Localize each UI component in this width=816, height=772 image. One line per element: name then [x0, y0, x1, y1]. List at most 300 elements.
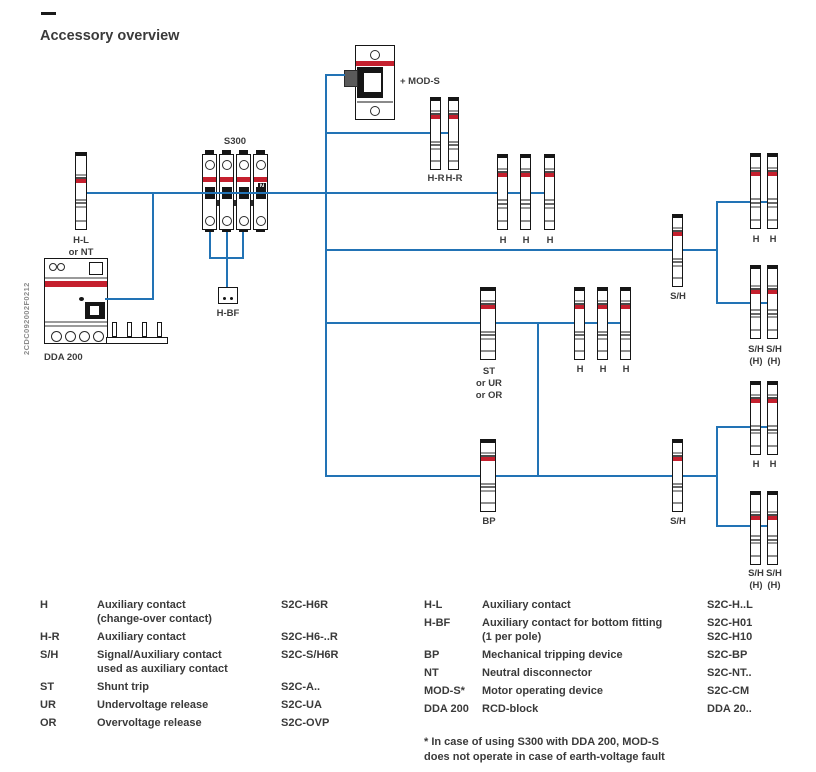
- device-stripe: [673, 258, 682, 260]
- device-stripe: [481, 452, 495, 454]
- device-stripe: [449, 98, 458, 101]
- terminal-hole-icon: [65, 331, 76, 342]
- device-stripe: [76, 179, 86, 183]
- device-stripe: [768, 445, 777, 447]
- device-s-h-h: [750, 265, 761, 339]
- device-label: [623, 364, 630, 376]
- terminal-dot-icon: [223, 297, 226, 300]
- hole-icon: [222, 160, 232, 170]
- code-line: S2C-OVP: [281, 717, 330, 729]
- connector-line: [327, 475, 718, 477]
- label-line: S/H: [748, 344, 764, 355]
- device-stripe: [751, 535, 760, 537]
- device-stripe: [768, 399, 777, 403]
- device-label: [753, 234, 760, 246]
- label-line: H-L: [73, 235, 89, 246]
- connector-line: [226, 259, 228, 287]
- stripe: [45, 325, 107, 327]
- desc-line: Auxiliary contact: [97, 631, 186, 643]
- device-stripe: [431, 144, 440, 146]
- terminal-hole-icon: [93, 331, 104, 342]
- s300-breaker: [202, 150, 268, 232]
- device-stripe: [751, 219, 760, 221]
- device-label: [670, 291, 686, 303]
- device-stripe: [751, 202, 760, 204]
- device-stripe: [751, 492, 760, 495]
- device-stripe: [768, 266, 777, 269]
- mod-s-device: [355, 45, 395, 120]
- device-h: [520, 154, 531, 230]
- legend-code: [281, 598, 338, 626]
- device-s-h-h: [767, 491, 778, 565]
- label-line: H-BF: [216, 308, 240, 319]
- device-stripe: [621, 331, 630, 333]
- legend-desc: [97, 648, 281, 676]
- device-stripe: [449, 160, 458, 162]
- device-stripe: [621, 338, 630, 340]
- device-label: [748, 344, 764, 368]
- device-label: [69, 235, 94, 259]
- device-stripe: [768, 202, 777, 204]
- label-line: H: [599, 364, 607, 375]
- screw-hole-icon: [370, 50, 380, 60]
- device-stripe: [431, 115, 440, 119]
- label-line: H-R: [445, 173, 463, 184]
- device-stripe: [481, 490, 495, 492]
- device-h-r: [448, 97, 459, 170]
- footnote-line: does not operate in case of earth-voltage fault: [424, 751, 665, 763]
- device-stripe: [768, 539, 777, 541]
- device-stripe: [481, 300, 495, 302]
- device-stripe: [481, 440, 495, 443]
- device-h: [767, 153, 778, 229]
- code-line: S2C-NT..: [707, 667, 752, 679]
- legend-term: OR: [40, 717, 57, 729]
- terminal-dot-icon: [230, 297, 233, 300]
- device-stripe: [431, 141, 440, 143]
- desc-line: (change-over contact): [97, 613, 212, 625]
- legend-desc: [97, 716, 281, 730]
- code-line: S2C-UA: [281, 699, 322, 711]
- device-stripe: [768, 535, 777, 537]
- hole-icon: [49, 263, 57, 271]
- label-line: H: [752, 234, 760, 245]
- label-line: BP: [482, 516, 496, 527]
- label-line: H: [769, 234, 777, 245]
- device-stripe: [751, 394, 760, 396]
- device-h: [544, 154, 555, 230]
- connector-line: [209, 232, 211, 259]
- device-stripe: [751, 429, 760, 431]
- device-stripe: [498, 199, 507, 201]
- legend-right: [424, 598, 753, 716]
- device-h: [750, 381, 761, 455]
- device-stripe: [751, 309, 760, 311]
- mod-s-red-band: [356, 61, 394, 66]
- legend-desc: [482, 616, 707, 644]
- device-stripe: [673, 483, 682, 485]
- device-stripe: [545, 168, 554, 170]
- device-stripe: [621, 288, 630, 291]
- device-stripe: [449, 115, 458, 119]
- legend-desc: [97, 630, 281, 644]
- device-stripe: [598, 300, 607, 302]
- device-stripe: [545, 203, 554, 205]
- device-stripe: [431, 110, 440, 112]
- connector-line: [152, 192, 154, 300]
- busbar-pin: [127, 322, 132, 337]
- device-stripe: [768, 394, 777, 396]
- label-line: or OR: [475, 390, 503, 401]
- desc-line: Auxiliary contact for bottom fitting: [482, 617, 663, 629]
- device-bp: [480, 439, 496, 512]
- device-stripe: [751, 285, 760, 287]
- dda-200-body: [44, 258, 108, 344]
- legend-desc: [482, 598, 707, 612]
- device-stripe: [545, 173, 554, 177]
- device-stripe: [575, 338, 584, 340]
- device-stripe: [768, 219, 777, 221]
- device-stripe: [768, 425, 777, 427]
- code-line: DDA 20..: [707, 703, 752, 715]
- device-label: [44, 352, 83, 364]
- device-stripe: [751, 316, 760, 318]
- connector-line: [325, 74, 327, 477]
- device-stripe: [751, 167, 760, 169]
- device-stripe: [768, 432, 777, 434]
- hole-icon: [256, 160, 266, 170]
- page-title: Accessory overview: [40, 28, 180, 44]
- legend-term: H: [40, 599, 48, 611]
- legend-term: NT: [424, 667, 439, 679]
- legend-code: [281, 698, 338, 712]
- device-stripe: [598, 350, 607, 352]
- device-stripe: [545, 220, 554, 222]
- device-s-h: [672, 439, 683, 512]
- s300-red-band: [220, 177, 233, 182]
- mod-s-notch: [357, 101, 393, 103]
- device-stripe: [575, 350, 584, 352]
- label-line: (H): [749, 356, 763, 367]
- desc-line: Mechanical tripping device: [482, 649, 623, 661]
- device-label: [748, 568, 764, 592]
- legend-desc: [482, 666, 707, 680]
- device-stripe: [575, 334, 584, 336]
- legend-code: [707, 598, 753, 612]
- device-stripe: [751, 511, 760, 513]
- device-label: [482, 516, 495, 528]
- device-stripe: [481, 334, 495, 336]
- hole-icon: [222, 216, 232, 226]
- legend-term: MOD-S*: [424, 685, 465, 697]
- device-label: [428, 173, 445, 185]
- device-stripe: [431, 148, 440, 150]
- legend-term: S/H: [40, 649, 59, 661]
- device-s-h: [672, 214, 683, 287]
- legend-desc: [482, 684, 707, 698]
- device-stripe: [598, 334, 607, 336]
- device-stripe: [498, 207, 507, 209]
- device-stripe: [673, 227, 682, 229]
- device-stripe: [521, 155, 530, 158]
- device-s-h-h: [750, 491, 761, 565]
- connector-line: [327, 74, 345, 76]
- device-stripe: [751, 172, 760, 176]
- device-stripe: [751, 198, 760, 200]
- s300-red-band: [237, 177, 250, 182]
- device-h: [597, 287, 608, 360]
- legend-term: ST: [40, 681, 55, 693]
- connector-line: [716, 426, 718, 527]
- label-line: H: [622, 364, 630, 375]
- device-stripe: [768, 198, 777, 200]
- label-line: (H): [749, 580, 763, 591]
- terminal-hole-icon: [51, 331, 62, 342]
- mod-s-motor-block: [357, 67, 383, 98]
- legend-code: [707, 648, 753, 662]
- label-line: S300: [223, 136, 247, 147]
- device-stripe: [751, 432, 760, 434]
- device-label: [600, 364, 607, 376]
- device-stripe: [751, 425, 760, 427]
- busbar-pin: [157, 322, 162, 337]
- device-stripe: [575, 288, 584, 291]
- device-stripe: [768, 206, 777, 208]
- device-stripe: [751, 542, 760, 544]
- device-stripe: [598, 338, 607, 340]
- device-stripe: [521, 207, 530, 209]
- hole-icon: [205, 160, 215, 170]
- device-label: [766, 344, 782, 368]
- device-label: [500, 235, 507, 247]
- device-stripe: [481, 502, 495, 504]
- desc-line: Neutral disconnector: [482, 667, 593, 679]
- label-line: H: [522, 235, 530, 246]
- device-stripe: [673, 265, 682, 267]
- connector-line: [537, 322, 539, 477]
- label-line: H-R: [427, 173, 445, 184]
- device-stripe: [768, 429, 777, 431]
- device-stripe: [751, 539, 760, 541]
- code-line: S2C-H6-..R: [281, 631, 338, 643]
- device-h: [620, 287, 631, 360]
- device-stripe: [598, 305, 607, 309]
- device-label: [770, 234, 777, 246]
- device-stripe: [481, 457, 495, 461]
- desc-line: Auxiliary contact: [482, 599, 571, 611]
- device-s-h-h: [767, 265, 778, 339]
- device-stripe: [673, 452, 682, 454]
- label-line: H: [752, 459, 760, 470]
- device-stripe: [498, 168, 507, 170]
- device-stripe: [521, 168, 530, 170]
- label-line: (H): [767, 580, 781, 591]
- legend-term: H-R: [40, 631, 60, 643]
- label-line: H: [499, 235, 507, 246]
- device-stripe: [521, 199, 530, 201]
- dda-window: [89, 262, 103, 275]
- device-stripe: [621, 300, 630, 302]
- label-line: S/H: [670, 291, 686, 302]
- hole-icon: [256, 216, 266, 226]
- device-stripe: [449, 148, 458, 150]
- device-stripe: [768, 167, 777, 169]
- device-label: [476, 366, 502, 402]
- connector-line: [226, 232, 228, 259]
- device-stripe: [521, 203, 530, 205]
- connector-line: [327, 249, 718, 251]
- device-stripe: [481, 350, 495, 352]
- device-stripe: [673, 457, 682, 461]
- desc-line: used as auxiliary contact: [97, 663, 228, 675]
- legend-desc: [97, 698, 281, 712]
- device-stripe: [449, 144, 458, 146]
- device-stripe: [768, 154, 777, 157]
- device-stripe: [673, 486, 682, 488]
- device-stripe: [76, 202, 86, 204]
- device-label: [577, 364, 584, 376]
- device-stripe: [768, 290, 777, 294]
- device-stripe: [768, 555, 777, 557]
- legend-code: [281, 648, 338, 676]
- connector-line: [105, 298, 154, 300]
- label-line: S/H: [670, 516, 686, 527]
- device-label: [523, 235, 530, 247]
- device-stripe: [481, 305, 495, 309]
- device-stripe: [545, 155, 554, 158]
- device-stripe: [621, 334, 630, 336]
- device-stripe: [768, 382, 777, 385]
- device-stripe: [768, 516, 777, 520]
- indicator-dot-icon: [79, 297, 84, 301]
- device-stripe: [76, 199, 86, 201]
- device-stripe: [575, 300, 584, 302]
- device-label: [547, 235, 554, 247]
- device-label: [400, 76, 440, 88]
- dda-red-band: [45, 281, 107, 287]
- label-line: DDA 200: [44, 352, 83, 363]
- busbar-comb: [106, 337, 168, 344]
- device-stripe: [575, 305, 584, 309]
- device-label: [753, 459, 760, 471]
- stripe: [45, 277, 107, 279]
- label-line: + MOD-S: [400, 76, 440, 87]
- code-line: S2C-H01: [707, 617, 753, 629]
- device-stripe: [751, 516, 760, 520]
- desc-line: Auxiliary contact: [97, 599, 186, 611]
- terminal-hole-icon: [79, 331, 90, 342]
- desc-line: Shunt trip: [97, 681, 149, 693]
- device-stripe: [621, 305, 630, 309]
- busbar-pin: [112, 322, 117, 337]
- code-line: S2C-H10: [707, 631, 753, 643]
- connector-line: [242, 232, 244, 259]
- device-stripe: [751, 206, 760, 208]
- device-stripe: [598, 331, 607, 333]
- device-stripe: [751, 290, 760, 294]
- device-stripe: [545, 207, 554, 209]
- device-label: [766, 568, 782, 592]
- s300-red-band: [203, 177, 216, 182]
- device-stripe: [768, 309, 777, 311]
- device-stripe: [673, 232, 682, 236]
- connector-line: [87, 192, 552, 194]
- legend-term: DDA 200: [424, 703, 469, 715]
- device-stripe: [751, 399, 760, 403]
- legend-term: H-BF: [424, 617, 451, 629]
- device-stripe: [751, 445, 760, 447]
- device-stripe: [751, 313, 760, 315]
- device-stripe: [545, 199, 554, 201]
- footnote-line: * In case of using S300 with DDA 200, MOD-S: [424, 736, 659, 748]
- device-label: [770, 459, 777, 471]
- label-line: H: [546, 235, 554, 246]
- device-stripe: [768, 313, 777, 315]
- device-stripe: [673, 440, 682, 443]
- code-line: S2C-BP: [707, 649, 748, 661]
- document-number: 2CDC092002F0212: [22, 282, 31, 355]
- device-h: [574, 287, 585, 360]
- device-stripe: [768, 172, 777, 176]
- device-stripe: [498, 203, 507, 205]
- device-stripe: [673, 215, 682, 218]
- desc-line: Signal/Auxiliary contact: [97, 649, 222, 661]
- desc-line: Undervoltage release: [97, 699, 209, 711]
- device-label: [670, 516, 686, 528]
- label-line: S/H: [766, 344, 782, 355]
- device-stripe: [431, 160, 440, 162]
- legend-desc: [97, 680, 281, 694]
- desc-line: Overvoltage release: [97, 717, 202, 729]
- label-line: or UR: [476, 378, 502, 389]
- device-stripe: [481, 338, 495, 340]
- s300-red-band: [254, 177, 267, 182]
- device-stripe: [673, 277, 682, 279]
- label-line: (H): [767, 356, 781, 367]
- device-stripe: [751, 154, 760, 157]
- label-line: S/H: [748, 568, 764, 579]
- device-stripe: [751, 329, 760, 331]
- code-line: S2C-H..L: [707, 599, 753, 611]
- hole-icon: [205, 216, 215, 226]
- legend-footnote: [424, 735, 665, 765]
- device-label: [217, 308, 240, 320]
- legend-code: [281, 716, 338, 730]
- legend-desc: [97, 598, 281, 626]
- device-h-r: [430, 97, 441, 170]
- device-stripe: [498, 173, 507, 177]
- device-stripe: [768, 511, 777, 513]
- device-stripe: [521, 220, 530, 222]
- hole-icon: [239, 160, 249, 170]
- label-line: H: [769, 459, 777, 470]
- legend-left: [40, 598, 338, 730]
- legend-term: UR: [40, 699, 56, 711]
- device-stripe: [598, 288, 607, 291]
- device-st-ur-or: [480, 287, 496, 360]
- label-line: ST: [482, 366, 496, 377]
- device-stripe: [768, 316, 777, 318]
- code-line: S2C-S/H6R: [281, 649, 339, 661]
- device-stripe: [481, 288, 495, 291]
- code-line: S2C-H6R: [281, 599, 329, 611]
- code-line: S2C-CM: [707, 685, 750, 697]
- legend-term: H-L: [424, 599, 443, 611]
- legend-code: [707, 616, 753, 644]
- device-stripe: [76, 220, 86, 222]
- device-stripe: [673, 502, 682, 504]
- busbar-pin: [142, 322, 147, 337]
